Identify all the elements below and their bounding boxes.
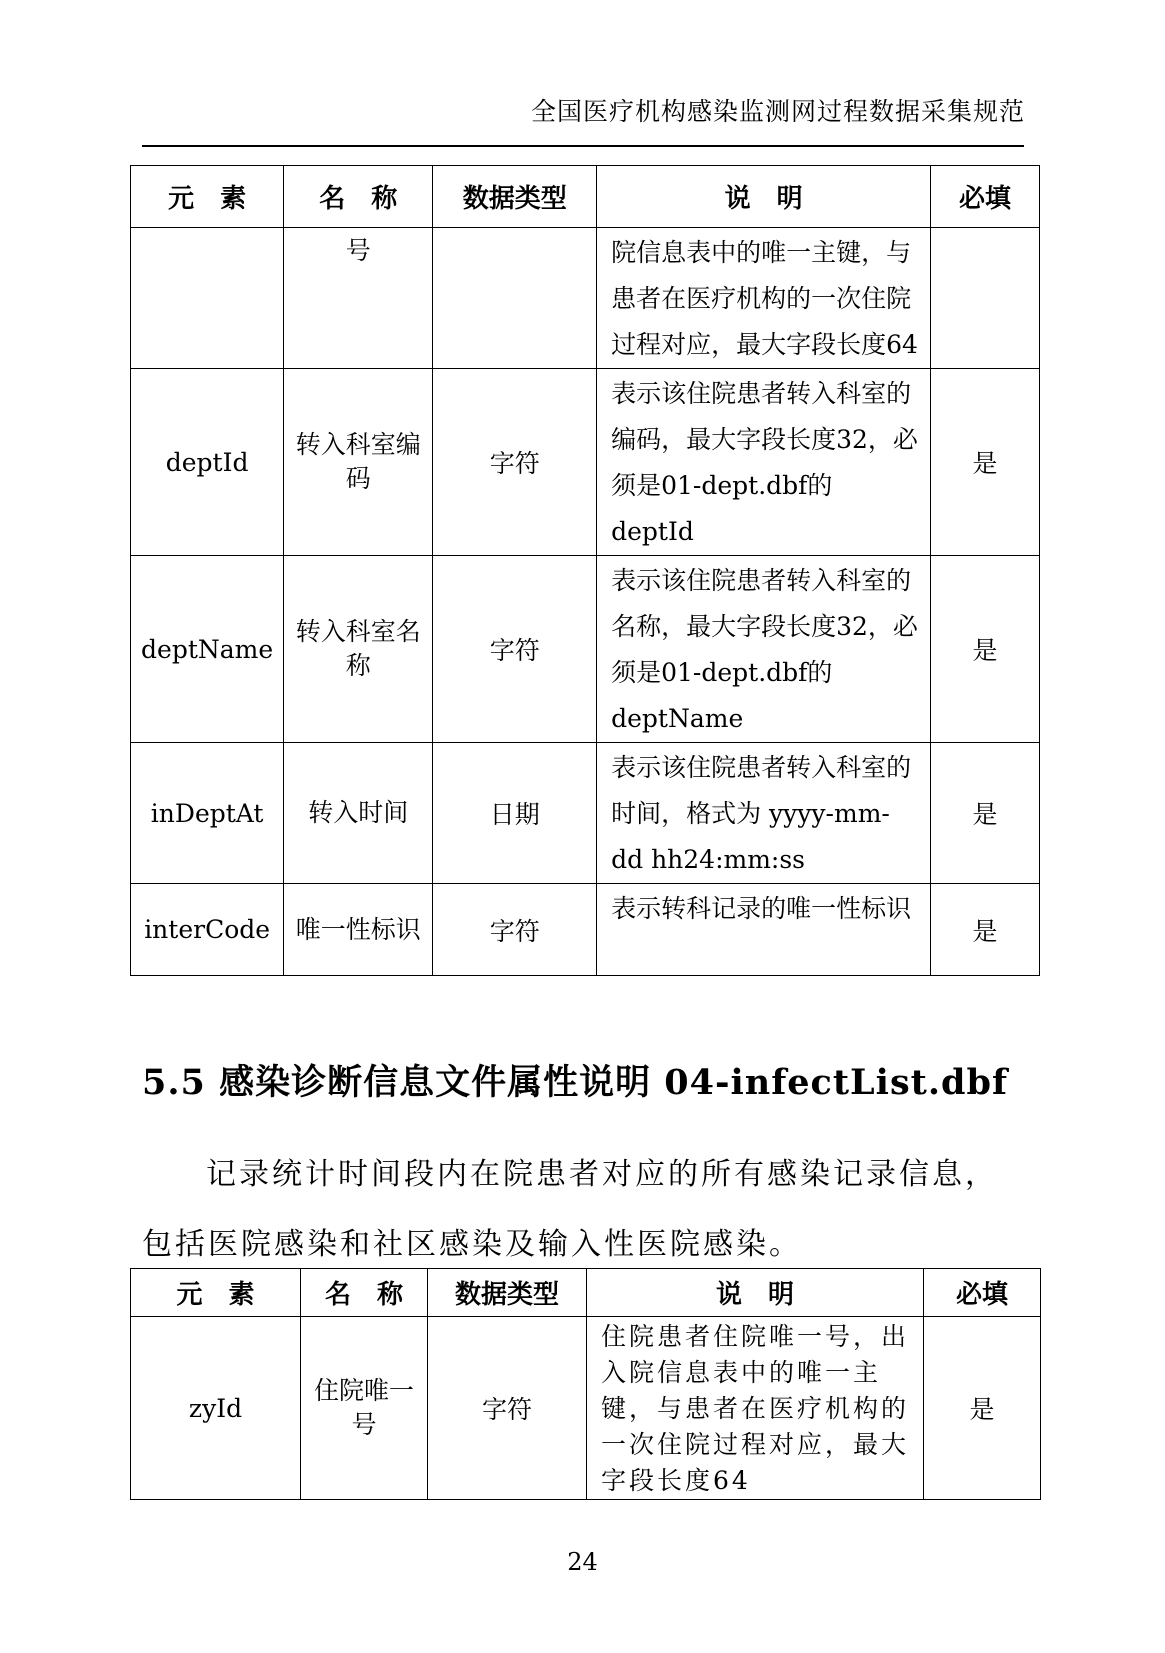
- table-row: [131, 743, 1040, 884]
- header-desc: 说 明: [587, 1269, 924, 1317]
- cell-desc: 表示转科记录的唯一性标识: [597, 884, 931, 976]
- header-element: 元 素: [131, 1269, 301, 1317]
- section-paragraph: [142, 1140, 1026, 1280]
- table-row: [131, 1317, 1041, 1500]
- table-field-definitions-2: [130, 1268, 1041, 1500]
- cell-required: 是: [931, 743, 1040, 884]
- cell-type: 字符: [433, 884, 597, 976]
- cell-element: inDeptAt: [131, 743, 284, 884]
- cell-name: 转入时间: [284, 743, 433, 884]
- cell-required: 是: [931, 884, 1040, 976]
- cell-element: interCode: [131, 884, 284, 976]
- cell-required: [931, 228, 1040, 369]
- cell-required: 是: [931, 369, 1040, 556]
- cell-desc: 表示该住院患者转入科室的时间，格式为 yyyy-mm-dd hh24:mm:ss: [597, 743, 931, 884]
- cell-type: 字符: [433, 369, 597, 556]
- section-title: 5.5 感染诊断信息文件属性说明 04-infectList.dbf: [142, 1062, 1009, 1103]
- header-name: 名 称: [301, 1269, 428, 1317]
- paragraph-text: 记录统计时间段内在院患者对应的所有感染记录信息，包括医院感染和社区感染及输入性医院感染。: [142, 1157, 998, 1262]
- cell-name: 转入科室编码: [284, 369, 433, 556]
- cell-element: deptName: [131, 556, 284, 743]
- table-row: [131, 228, 1040, 369]
- cell-type: [433, 228, 597, 369]
- header-type: 数据类型: [433, 166, 597, 228]
- cell-desc: 表示该住院患者转入科室的编码，最大字段长度32，必须是01-dept.dbf的 deptId: [597, 369, 931, 556]
- cell-type: 字符: [428, 1317, 587, 1500]
- cell-element: [131, 228, 284, 369]
- cell-name: 住院唯一号: [301, 1317, 428, 1500]
- table-header-row: [131, 166, 1040, 228]
- cell-type: 日期: [433, 743, 597, 884]
- cell-desc: 表示该住院患者转入科室的名称，最大字段长度32，必须是01-dept.dbf的 deptName: [597, 556, 931, 743]
- table-header-row: [131, 1269, 1041, 1317]
- table-field-definitions-1: [130, 165, 1040, 976]
- header-name: 名 称: [284, 166, 433, 228]
- page-header: 全国医疗机构感染监测网过程数据采集规范: [530, 97, 1025, 126]
- page-number: 24: [567, 1548, 598, 1576]
- table-row: [131, 556, 1040, 743]
- cell-name: 号: [284, 228, 433, 369]
- header-type: 数据类型: [428, 1269, 587, 1317]
- header-required: 必填: [931, 166, 1040, 228]
- table-row: [131, 369, 1040, 556]
- cell-element: zyId: [131, 1317, 301, 1500]
- header-element: 元 素: [131, 166, 284, 228]
- cell-name: 唯一性标识: [284, 884, 433, 976]
- cell-type: 字符: [433, 556, 597, 743]
- cell-element: deptId: [131, 369, 284, 556]
- cell-desc: 院信息表中的唯一主键，与患者在医疗机构的一次住院过程对应，最大字段长度64: [597, 228, 931, 369]
- header-required: 必填: [924, 1269, 1041, 1317]
- cell-required: 是: [931, 556, 1040, 743]
- table-row: [131, 884, 1040, 976]
- cell-name: 转入科室名称: [284, 556, 433, 743]
- header-rule: [142, 145, 1024, 147]
- header-desc: 说 明: [597, 166, 931, 228]
- cell-required: 是: [924, 1317, 1041, 1500]
- cell-desc: 住院患者住院唯一号，出入院信息表中的唯一主键，与患者在医疗机构的一次住院过程对应，最大字段长度64: [587, 1317, 924, 1500]
